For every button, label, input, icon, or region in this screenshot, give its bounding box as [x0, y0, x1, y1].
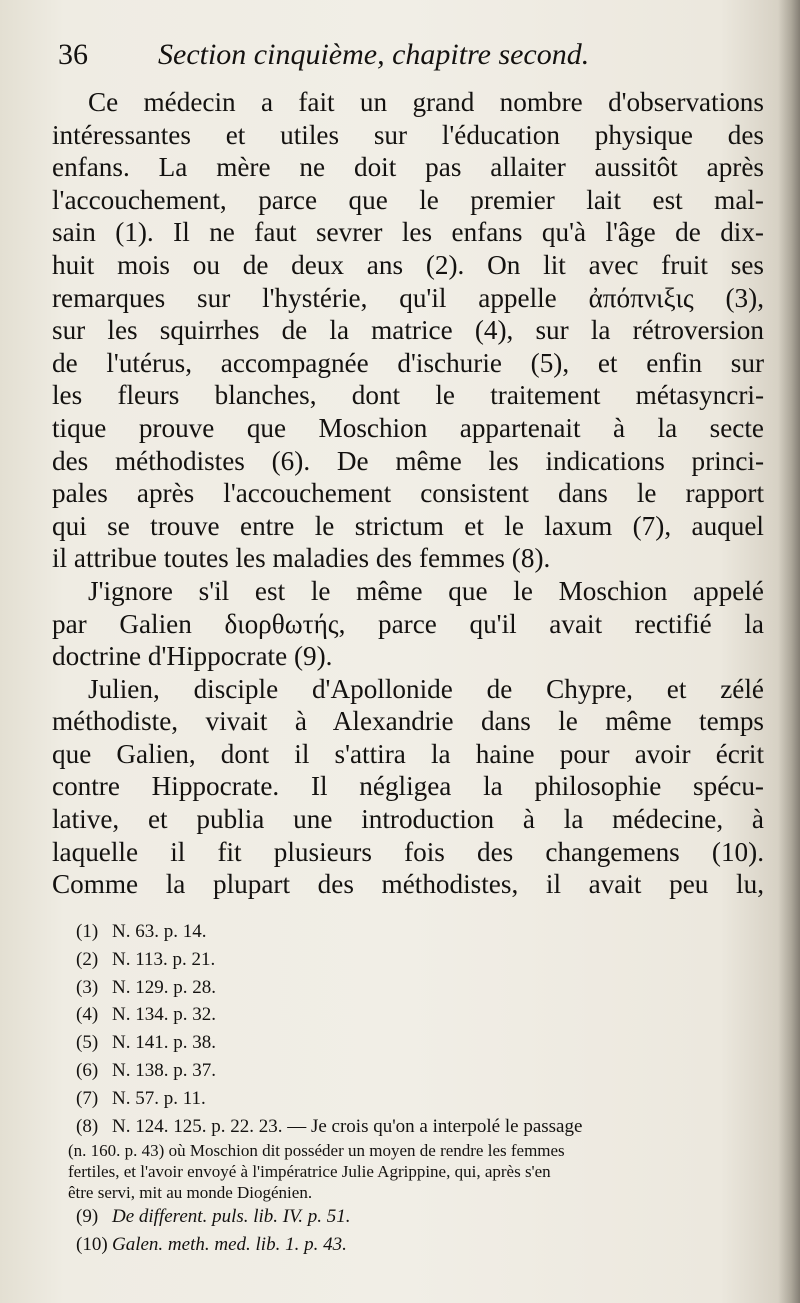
footnote — [76, 1231, 766, 1259]
text-line: intéressantes et utiles sur l'éducation physique des — [52, 119, 764, 150]
footnote-text: N. 141. p. 38. — [112, 1032, 216, 1054]
footnote-text: N. 63. p. 14. — [112, 921, 207, 942]
footnote-text: fertiles, et l'avoir envoyé à l'impératrice Julie Agrippine, qui, après s'en — [68, 1162, 551, 1182]
footnote — [76, 946, 766, 974]
footnote — [76, 1113, 766, 1141]
footnote — [76, 1085, 766, 1113]
footnote-number: (8) — [76, 1115, 99, 1137]
footnote-text: N. 124. 125. p. 22. 23. — Je crois qu'on a interpolé le passage — [112, 1115, 583, 1137]
footnote-continuation — [68, 1161, 766, 1182]
text-line: les fleurs blanches, dont le traitement métasyncri- — [52, 380, 764, 411]
footnote-continuation — [68, 1140, 766, 1161]
text-line: sur les squirrhes de la matrice (4), sur la rétroversion — [52, 315, 764, 346]
text-line: Julien, disciple d'Apollonide de Chypre, et zélé — [88, 673, 764, 704]
footnote-text: être servi, mit au monde Diogénien. — [68, 1183, 313, 1203]
footnotes — [68, 918, 766, 1259]
text-line: sain (1). Il ne faut sevrer les enfans qu'à l'âge de dix- — [52, 217, 764, 248]
text-line: des méthodistes (6). De même les indications princi- — [52, 445, 764, 476]
text-line: contre Hippocrate. Il négligea la philosophie spécu- — [52, 771, 764, 802]
text-line: de l'utérus, accompagnée d'ischurie (5), et enfin sur — [52, 347, 764, 378]
footnote-number: (10) — [76, 1234, 108, 1256]
text-line: Ce médecin a fait un grand nombre d'observations — [88, 87, 764, 117]
footnote-continuation — [68, 1182, 766, 1203]
footnote — [76, 974, 766, 1002]
footnote-text: N. 113. p. 21. — [112, 948, 216, 970]
text-line: lative, et publia une introduction à la médecine, à — [52, 804, 764, 835]
footnote-number: (7) — [76, 1087, 99, 1109]
text-line: doctrine d'Hippocrate (9). — [52, 641, 333, 672]
footnote-text: N. 129. p. 28. — [112, 976, 216, 998]
footnote-text: De different. puls. lib. IV. p. 51. — [112, 1206, 351, 1228]
footnote-text: N. 138. p. 37. — [112, 1059, 216, 1081]
running-title: Section cinquième, chapitre second. — [158, 38, 590, 71]
footnote-text: (n. 160. p. 43) où Moschion dit posséder un moyen de rendre les femmes — [68, 1141, 565, 1161]
text-line: pales après l'accouchement consistent dans le rapport — [52, 478, 764, 509]
text-line: que Galien, dont il s'attira la haine pour avoir écrit — [52, 738, 764, 769]
text-line: par Galien διορθωτής, parce qu'il avait rectifié la — [52, 608, 764, 639]
footnote — [76, 1029, 766, 1057]
text-line: enfans. La mère ne doit pas allaiter aussitôt après — [52, 152, 764, 183]
page-number: 36 — [58, 38, 88, 71]
text-line: J'ignore s'il est le même que le Moschion appelé — [88, 575, 764, 606]
page-header — [58, 38, 758, 78]
footnote-number: (6) — [76, 1059, 99, 1081]
text-line: méthodiste, vivait à Alexandrie dans le même temps — [52, 706, 764, 737]
footnote — [76, 918, 766, 946]
footnote-text: N. 134. p. 32. — [112, 1004, 216, 1026]
footnote-text: N. 57. p. 11. — [112, 1087, 206, 1109]
main-text — [52, 86, 764, 901]
text-line: il attribue toutes les maladies des femmes (8). — [52, 543, 551, 574]
text-line: Comme la plupart des méthodistes, il avait peu lu, — [52, 869, 764, 900]
text-line: tique prouve que Moschion appartenait à la secte — [52, 412, 764, 443]
text-line: huit mois ou de deux ans (2). On lit avec fruit ses — [52, 249, 764, 280]
footnote-number: (5) — [76, 1032, 99, 1054]
text-line: remarques sur l'hystérie, qu'il appelle ἀπόπνιξις (3), — [52, 282, 764, 313]
footnote-number: (9) — [76, 1206, 99, 1228]
footnote — [76, 1203, 766, 1231]
footnote — [76, 1001, 766, 1029]
footnote-number: (4) — [76, 1004, 99, 1026]
footnote-number: (2) — [76, 948, 99, 970]
text-line: l'accouchement, parce que le premier lait est mal- — [52, 184, 764, 215]
footnote-number: (3) — [76, 976, 99, 998]
footnote — [76, 1057, 766, 1085]
text-line: qui se trouve entre le strictum et le laxum (7), auquel — [52, 510, 764, 541]
page-gutter-shadow — [778, 0, 800, 1303]
text-line: laquelle il fit plusieurs fois des changemens (10). — [52, 836, 764, 867]
footnote-number: (1) — [76, 921, 99, 942]
footnote-text: Galen. meth. med. lib. 1. p. 43. — [112, 1234, 347, 1256]
